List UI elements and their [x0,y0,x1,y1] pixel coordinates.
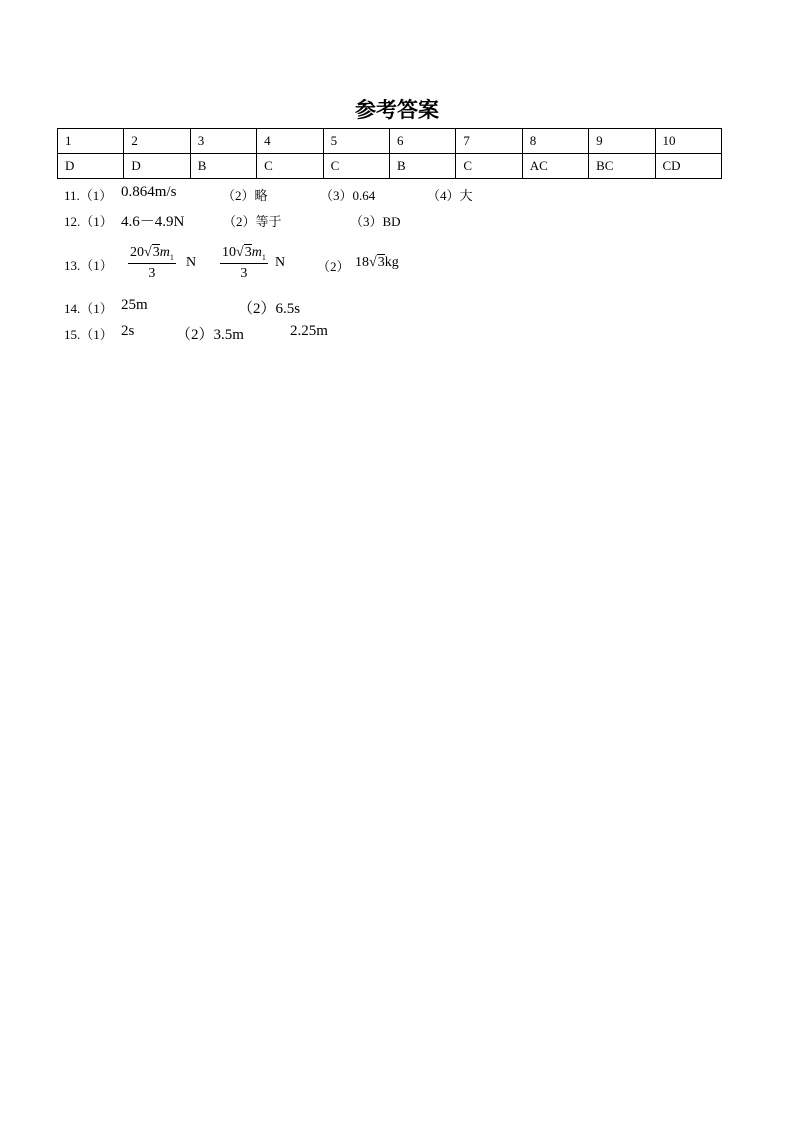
table-cell: B [190,154,256,179]
table-cell: C [257,154,323,179]
answer-part: （2）略 [222,188,268,203]
table-row-answers [58,154,722,179]
page-title: 参考答案 [355,98,439,122]
answer-part: 2s [121,323,135,339]
table-cell: CD [655,154,721,179]
answer-table [57,128,722,179]
table-cell: 7 [456,129,522,154]
question-label: 11.（1） [64,188,113,203]
fraction-1: $\frac{20√3m_1}{3}$ [130,245,174,281]
table-cell: BC [589,154,655,179]
table-cell: C [323,154,389,179]
table-cell: D [58,154,124,179]
answer-part: （2）6.5s [238,301,301,317]
table-cell: 10 [655,129,721,154]
table-cell: C [456,154,522,179]
table-cell: AC [522,154,588,179]
answer-part: 4.6－4.9N [121,214,185,230]
table-cell: 6 [389,129,455,154]
question-label: 14.（1） [64,301,113,316]
answer-part: 25m [121,297,148,313]
answer-part: （3）0.64 [320,188,376,203]
answer-part: （3）BD [350,214,401,229]
table-cell: B [389,154,455,179]
question-label: 15.（1） [64,327,113,342]
table-cell: D [124,154,190,179]
answer-part: （2）3.5m [176,327,244,343]
table-cell: 4 [257,129,323,154]
unit-label: N [186,255,197,270]
fraction-2: $\frac{10√3m_1}{3}$ [222,245,266,281]
table-cell: 1 [58,129,124,154]
question-label: 13.（1） [64,258,113,273]
answer-part: （2）等于 [223,214,282,229]
answer-part: （4）大 [427,188,473,203]
question-label: 12.（1） [64,214,113,229]
table-row-numbers [58,129,722,154]
table-cell: 9 [589,129,655,154]
answer-part: 18√3kg [355,255,399,270]
table-cell: 8 [522,129,588,154]
answer-part: （2） [317,259,350,274]
table-cell: 5 [323,129,389,154]
unit-label: N [275,255,286,270]
answer-part: 2.25m [290,323,328,339]
table-cell: 3 [190,129,256,154]
answer-part: 0.864m/s [121,184,177,200]
table-cell: 2 [124,129,190,154]
